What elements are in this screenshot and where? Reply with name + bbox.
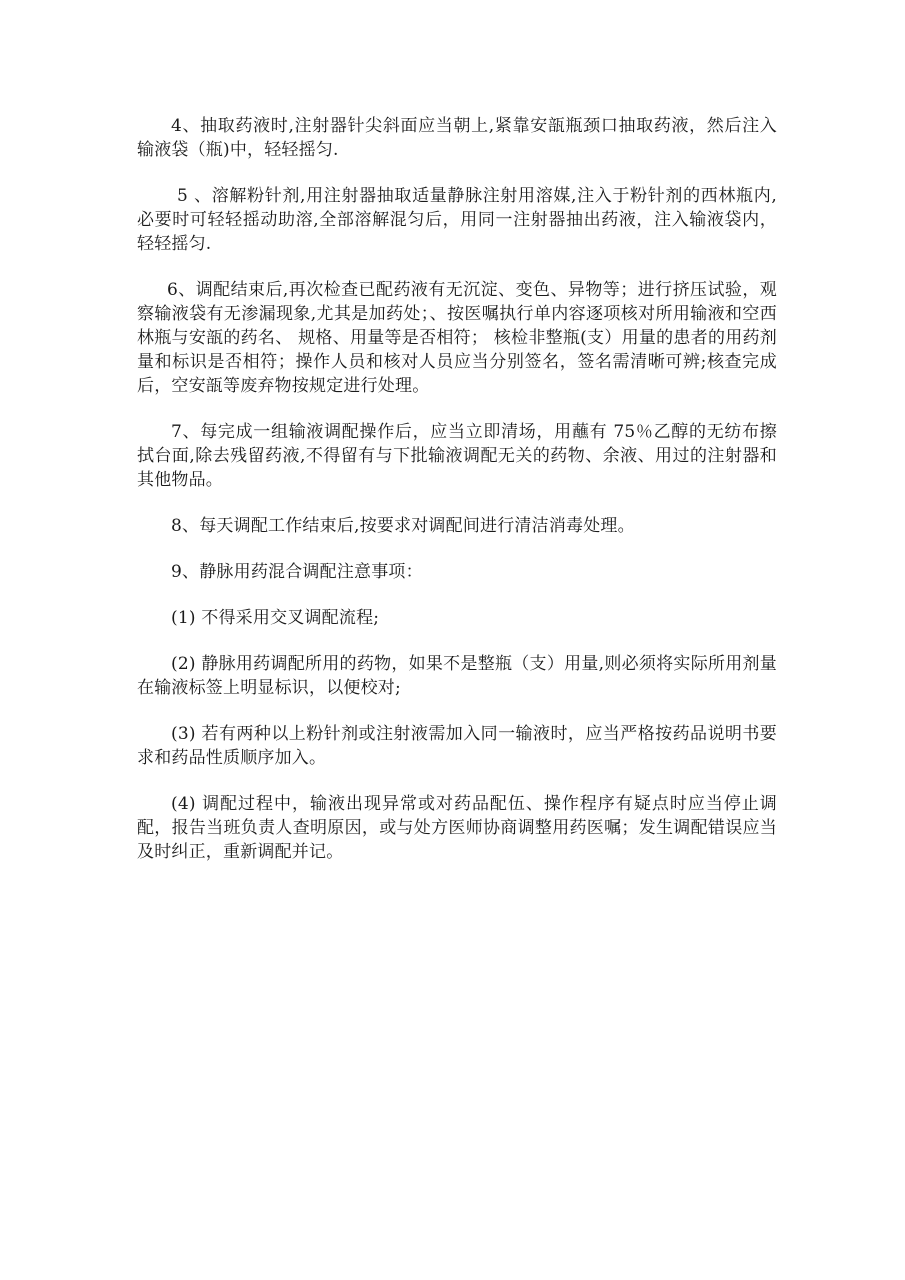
paragraph-step-7: 7、每完成一组输液调配操作后，应当立即清场，用蘸有 75％乙醇的无纺布擦拭台面,除去残留药液,不得留有与下批输液调配无关的药物、余液、用过的注射器和其他物品。 xyxy=(137,422,777,490)
paragraph-note-2: (2) 静脉用药调配所用的药物，如果不是整瓶（支）用量,则必须将实际所用剂量在输液标签上明显标识，以便校对; xyxy=(137,654,777,698)
paragraph-note-1: (1) 不得采用交叉调配流程; xyxy=(171,608,380,628)
paragraph-step-5: 5 、溶解粉针剂,用注射器抽取适量静脉注射用溶媒,注入于粉针剂的西林瓶内,必要时可轻轻摇动助溶,全部溶解混匀后，用同一注射器抽出药液，注入输液袋内，轻轻摇匀. xyxy=(137,186,777,254)
paragraph-step-6: 6、调配结束后,再次检查已配药液有无沉淀、变色、异物等；进行挤压试验，观察输液袋有无渗漏现象,尤其是加药处；、按医嘱执行单内容逐项核对所用输液和空西林瓶与安瓿的药名、 规格、用量等是否相符； 核检非整瓶(支）用量的患者的用药剂量和标识是否相符；操作人员和核对人员应当分别签名，签名需清晰可辨;核查完成后，空安瓿等废弃物按规定进行处理。 xyxy=(137,280,777,396)
paragraph-note-3: (3) 若有两种以上粉针剂或注射液需加入同一输液时，应当严格按药品说明书要求和药品性质顺序加入。 xyxy=(137,724,777,768)
document-body xyxy=(137,114,777,886)
paragraph-step-9-heading: 9、静脉用药混合调配注意事项： xyxy=(171,562,423,582)
paragraph-note-4: (4) 调配过程中，输液出现异常或对药品配伍、操作程序有疑点时应当停止调配，报告当班负责人查明原因，或与处方医师协商调整用药医嘱；发生调配错误应当及时纠正，重新调配并记。 xyxy=(137,794,777,862)
paragraph-step-4: 4、抽取药液时,注射器针尖斜面应当朝上,紧靠安瓿瓶颈口抽取药液，然后注入输液袋（瓶)中，轻轻摇匀. xyxy=(137,116,777,160)
paragraph-step-8: 8、每天调配工作结束后,按要求对调配间进行清洁消毒处理。 xyxy=(171,516,635,536)
